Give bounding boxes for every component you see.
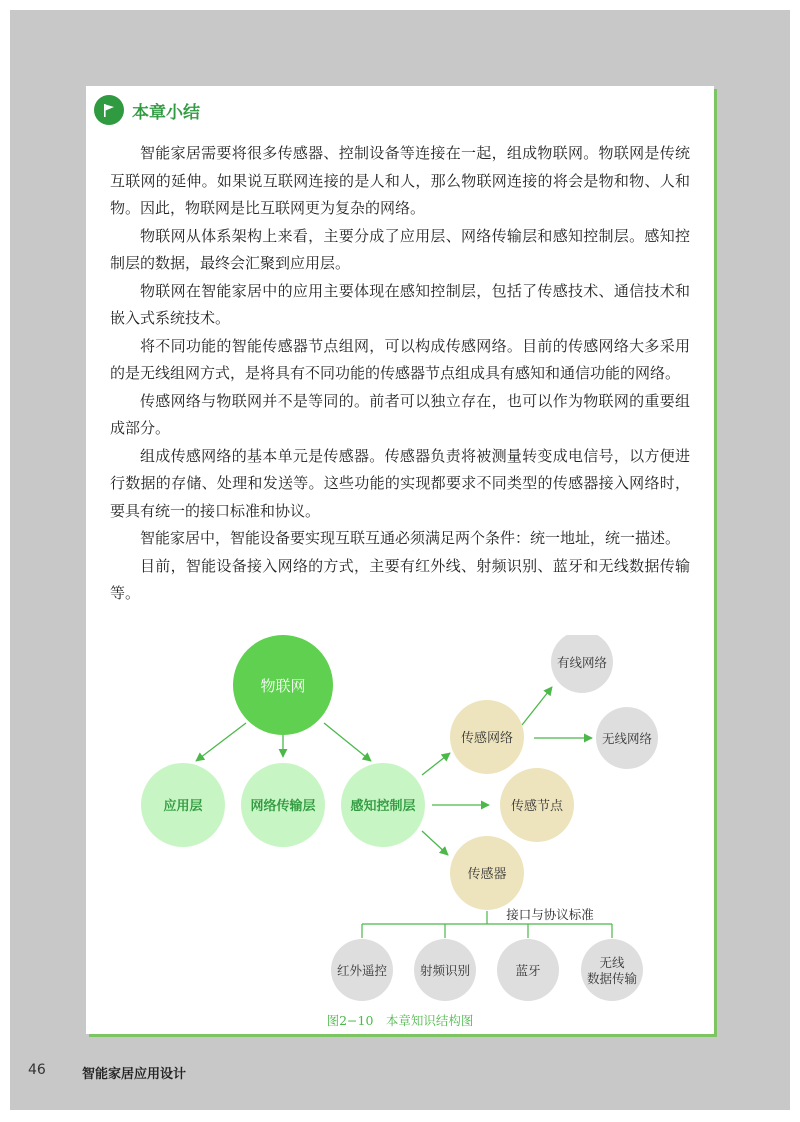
section-heading [94, 93, 200, 127]
node-access-label: 蓝牙 [515, 963, 541, 978]
node-network-label: 有线网络 [556, 655, 608, 670]
summary-body [110, 140, 690, 608]
node-root-label: 物联网 [260, 677, 306, 695]
arrow-root-app [196, 723, 246, 761]
book-title: 智能家居应用设计 [82, 1067, 187, 1082]
flag-icon [94, 95, 124, 125]
section-title: 本章小结 [132, 102, 200, 123]
arrow-sense-network [422, 753, 450, 775]
node-sense-label: 传感网络 [460, 731, 514, 746]
node-access-label: 射频识别 [419, 963, 471, 978]
interface-label: 接口与协议标准 [506, 907, 594, 922]
node-layer-label: 感知控制层 [350, 799, 416, 814]
paragraph: 传感网络与物联网并不是等同的。前者可以独立存在，也可以作为物联网的重要组成部分。 [110, 391, 690, 437]
arrow-sense-sensor [422, 831, 448, 855]
arrow-root-sense [324, 723, 371, 761]
arrow-network-wired [522, 687, 552, 725]
paragraph: 目前，智能设备接入网络的方式，主要有红外线、射频识别、蓝牙和无线数据传输等。 [110, 556, 690, 602]
paragraph: 将不同功能的智能传感器节点组网，可以构成传感网络。目前的传感网络大多采用的是无线组网方式，是将具有不同功能的传感器节点组成具有感知和通信功能的网络。 [110, 336, 690, 382]
node-network-label: 无线网络 [601, 731, 653, 746]
paragraph: 智能家居中，智能设备要实现互联互通必须满足两个条件：统一地址，统一描述。 [140, 529, 681, 547]
page-number: 46 [28, 1062, 46, 1078]
node-access-label-2: 数据传输 [586, 971, 638, 986]
paragraph: 物联网从体系架构上来看，主要分成了应用层、网络传输层和感知控制层。感知控制层的数据，最终会汇聚到应用层。 [110, 226, 690, 272]
node-access-label: 红外遥控 [336, 963, 388, 978]
node-wireless-data [581, 939, 643, 1001]
node-layer-label: 网络传输层 [250, 799, 316, 814]
knowledge-structure-diagram [86, 635, 714, 1035]
node-access-label: 无线 [599, 955, 625, 970]
paragraph: 智能家居需要将很多传感器、控制设备等连接在一起，组成物联网。物联网是传统互联网的延伸。如果说互联网连接的是人和人，那么物联网连接的将会是物和物、人和物。因此，物联网是比互联网更为复杂的网络。 [110, 144, 690, 217]
node-sense-label: 传感器 [467, 867, 507, 882]
figure-caption: 图2−10 本章知识结构图 [326, 1013, 474, 1028]
paragraph: 组成传感网络的基本单元是传感器。传感器负责将被测量转变成电信号，以方便进行数据的存储、处理和发送等。这些功能的实现都要求不同类型的传感器接入网络时，要具有统一的接口标准和协议。 [110, 446, 690, 520]
paragraph: 物联网在智能家居中的应用主要体现在感知控制层，包括了传感技术、通信技术和嵌入式系统技术。 [110, 281, 690, 327]
node-sense-label: 传感节点 [510, 799, 564, 814]
node-layer-label: 应用层 [163, 799, 203, 814]
